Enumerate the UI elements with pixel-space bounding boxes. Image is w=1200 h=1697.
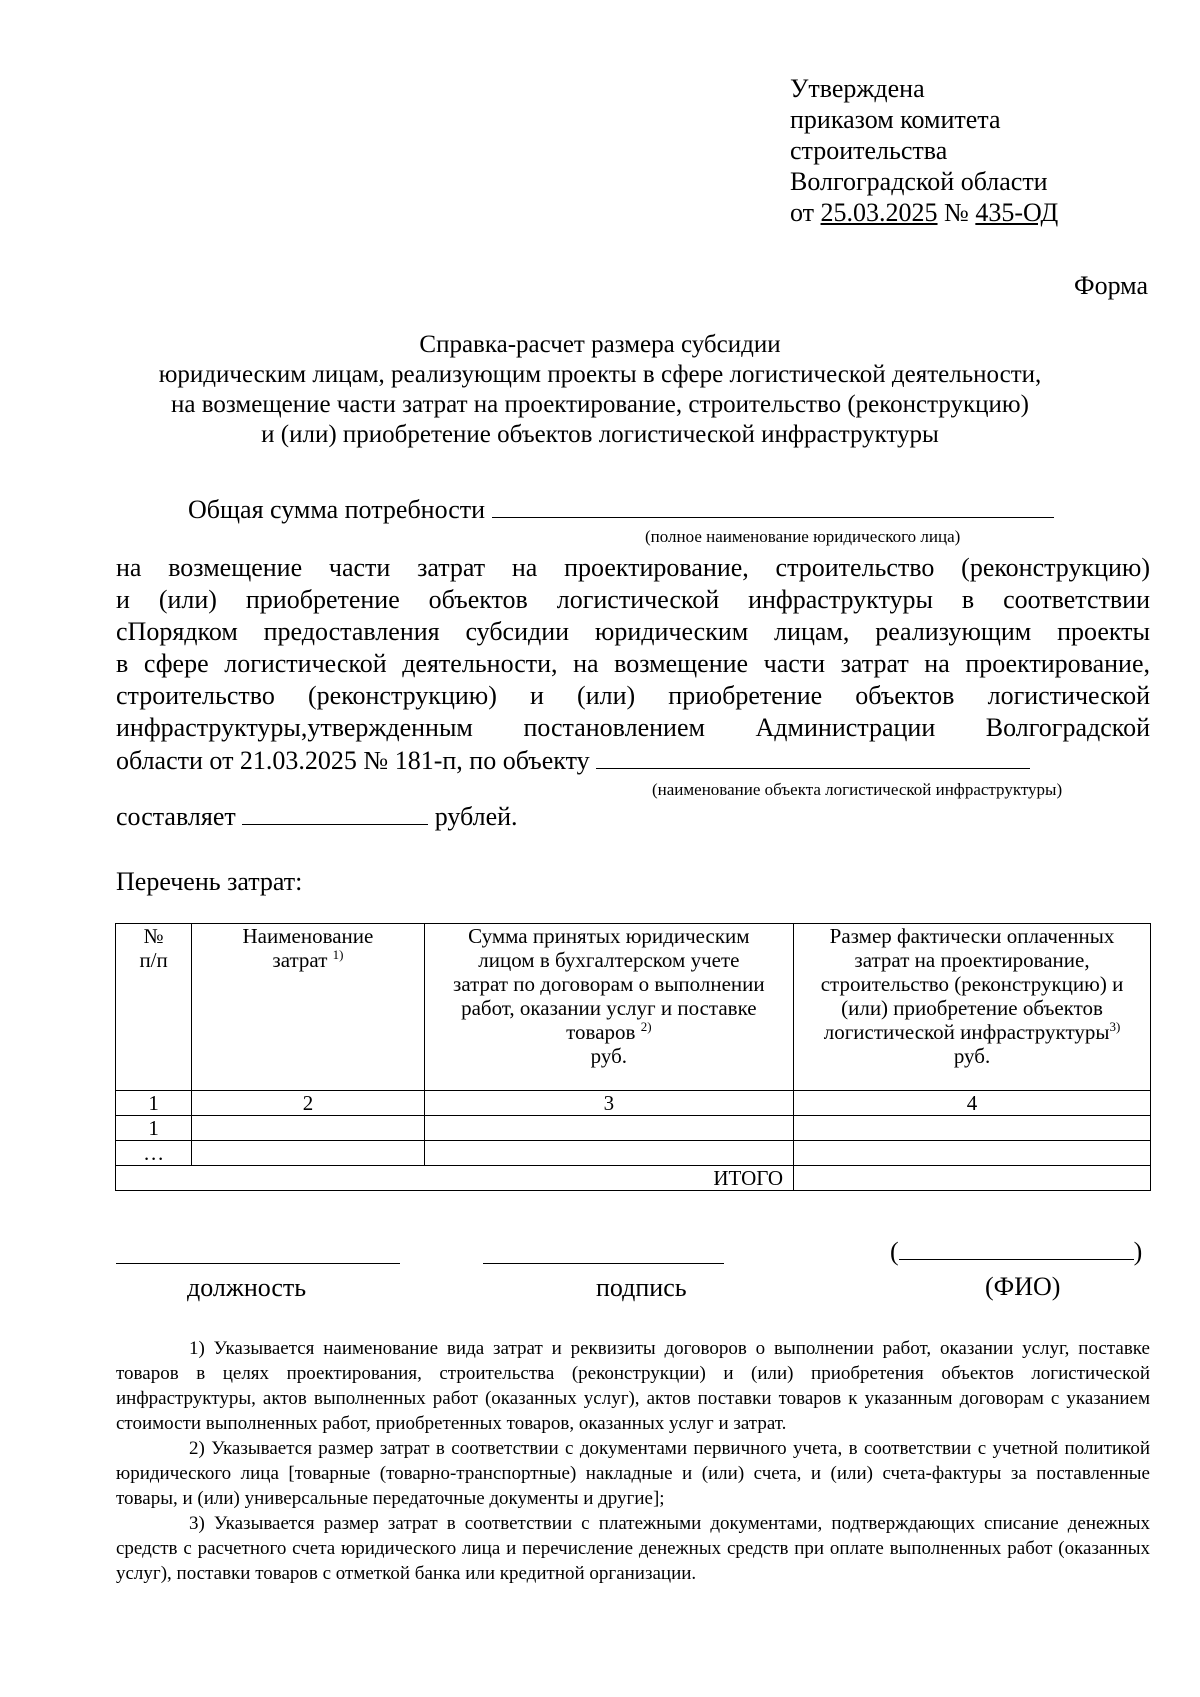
header-text: затрат на проектирование,: [854, 948, 1090, 972]
header-text: строительство (реконструкцию) и: [820, 972, 1124, 996]
object-name-blank[interactable]: [596, 744, 1030, 769]
header-text: товаров: [566, 1020, 636, 1044]
object-caption: (наименование объекта логистической инфраструктуры): [652, 780, 1063, 799]
header-text: №: [143, 924, 164, 948]
table-row: [116, 1116, 1151, 1141]
table-cell-empty[interactable]: [192, 1141, 424, 1166]
footnote-ref: 3): [1109, 1019, 1121, 1034]
approval-number: 435-ОД: [975, 198, 1059, 227]
name-bracket-line: [890, 1236, 1142, 1267]
footnote: 3) Указывается размер затрат в соответствии с платежными документами, подтверждающих списание денежных средств с расчетного счета юридического лица и перечисление денежных средств при оплате выполненных работ (оказанных услуг), поставки товаров с отметкой банка или кредитной организации.: [116, 1513, 1150, 1584]
approval-line: приказом комитета: [790, 105, 1001, 134]
amount-suffix: рублей.: [434, 802, 518, 831]
amount-line: [116, 800, 518, 832]
footnote-ref: 2): [640, 1019, 652, 1034]
approval-line: Волгоградской области: [790, 167, 1048, 196]
approval-line: строительства: [790, 136, 948, 165]
table-cell-empty[interactable]: [424, 1141, 793, 1166]
approval-date-line: [790, 197, 1058, 228]
paragraph-line: строительство (реконструкцию) и (или) приобретение объектов логистической: [116, 681, 1150, 710]
footnote: 2) Указывается размер затрат в соответствии с документами первичного учета, в соответствии с учетной политикой юридического лица [товарные (товарно-транспортные) накладные и (или) счета, и (или) счета-фактуры за поставленные товары, и (или) универсальные передаточные документы и другие];: [116, 1438, 1150, 1509]
table-total-row: [116, 1166, 1151, 1191]
paragraph-line-last: [116, 744, 1030, 776]
header-number: [116, 924, 192, 1091]
table-row: [116, 1141, 1151, 1166]
paragraph-line: в сфере логистической деятельности, на возмещение части затрат на проектирование,: [116, 649, 1150, 678]
table-cell-empty[interactable]: [424, 1116, 793, 1141]
header-text: логистической инфраструктуры: [823, 1020, 1110, 1044]
header-text: затрат: [272, 948, 328, 972]
table-cell: 2: [192, 1091, 424, 1116]
legal-entity-blank[interactable]: [492, 493, 874, 518]
header-text-with-sup: [195, 948, 420, 972]
approval-block: [790, 73, 1058, 228]
approval-line: Утверждена: [790, 74, 925, 103]
header-paid-costs: [794, 924, 1151, 1091]
title-line: на возмещение части затрат на проектирование, строительство (реконструкцию): [171, 391, 1029, 418]
table-cell-empty[interactable]: [192, 1116, 424, 1141]
name-label: (ФИО): [985, 1272, 1061, 1301]
amount-blank[interactable]: [242, 800, 428, 825]
title-line: Справка-расчет размера субсидии: [419, 331, 781, 358]
paragraph-line: сПорядком предоставления субсидии юридическим лицам, реализующим проекты: [116, 617, 1150, 646]
header-text: работ, оказании услуг и поставке: [461, 996, 757, 1020]
footnote: 1) Указывается наименование вида затрат и реквизиты договоров о выполнении работ, оказании услуг, поставке товаров в целях проектирования, строительства (реконструкции) и (или) приобретения объектов логистической инфраструктуры, актов выполненных работ (оказанных услуг), актов поставки товаров к указанным договорам с указанием стоимости выполненных работ, приобретенных товаров, оказанных услуг и затрат.: [116, 1338, 1150, 1434]
footnote-ref: 1): [332, 947, 344, 962]
name-blank[interactable]: [899, 1237, 1134, 1260]
table-cell-empty[interactable]: [794, 1116, 1151, 1141]
table-header-row: [116, 924, 1151, 1091]
cost-table: [115, 923, 1151, 1191]
header-text: Сумма принятых юридическим: [468, 924, 750, 948]
table-cell: 4: [794, 1091, 1151, 1116]
table-numbers-row: [116, 1091, 1151, 1116]
footnotes: [116, 1336, 1150, 1586]
header-text: п/п: [139, 948, 168, 972]
paragraph-line: на возмещение части затрат на проектирование, строительство (реконструкцию): [116, 553, 1150, 582]
approval-prefix: от: [790, 198, 815, 227]
table-cell: 3: [424, 1091, 793, 1116]
header-accepted-sum: [424, 924, 793, 1091]
bracket-open: (: [890, 1237, 899, 1266]
table-cell: 1: [116, 1091, 192, 1116]
signature-line[interactable]: [483, 1262, 724, 1264]
position-signature-line[interactable]: [116, 1262, 400, 1264]
amount-prefix: составляет: [116, 802, 236, 831]
header-text: Наименование: [242, 924, 374, 948]
legal-entity-blank-extension[interactable]: [874, 493, 1054, 518]
document-title: [0, 330, 1200, 450]
header-text-with-sup: [428, 1020, 790, 1044]
signature-label: подпись: [596, 1273, 687, 1302]
table-cell: 1: [116, 1116, 192, 1141]
paragraph-line: инфраструктуры,утвержденным постановлением Администрации Волгоградской: [116, 713, 1150, 742]
total-need-line: [188, 493, 1054, 525]
header-text: (или) приобретение объектов: [841, 996, 1103, 1020]
header-text: Размер фактически оплаченных: [829, 924, 1115, 948]
approval-date: 25.03.2025: [820, 198, 938, 227]
position-label: должность: [187, 1273, 307, 1302]
header-cost-name: [192, 924, 424, 1091]
header-text: руб.: [953, 1044, 991, 1068]
paragraph-last-text: области от 21.03.2025 № 181-п, по объекту: [116, 746, 590, 775]
table-cell-empty[interactable]: [794, 1141, 1151, 1166]
title-line: и (или) приобретение объектов логистической инфраструктуры: [261, 421, 939, 448]
form-label: Форма: [1074, 271, 1148, 300]
header-text: затрат по договорам о выполнении: [453, 972, 765, 996]
table-cell-total-value[interactable]: [794, 1166, 1151, 1191]
total-need-label: Общая сумма потребности: [188, 495, 486, 524]
title-line: юридическим лицам, реализующим проекты в сфере логистической деятельности,: [158, 361, 1042, 388]
approval-number-sign: №: [944, 198, 969, 227]
bracket-close: ): [1133, 1237, 1143, 1266]
table-cell: …: [116, 1141, 192, 1166]
header-text: руб.: [590, 1044, 628, 1068]
legal-entity-caption: (полное наименование юридического лица): [645, 527, 961, 546]
header-text-with-sup: [797, 1020, 1147, 1044]
cost-list-label: Перечень затрат:: [116, 867, 303, 896]
paragraph-line: и (или) приобретение объектов логистической инфраструктуры в соответствии: [116, 585, 1150, 614]
total-label: ИТОГО: [116, 1166, 794, 1191]
header-text: лицом в бухгалтерском учете: [478, 948, 740, 972]
